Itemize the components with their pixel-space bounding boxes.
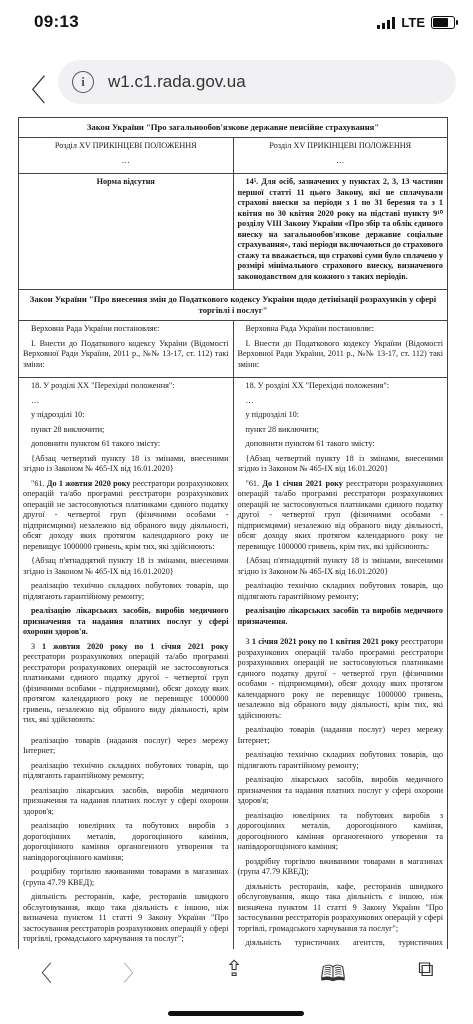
home-indicator bbox=[168, 1011, 304, 1016]
meds-item-2: реалізацію лікарських засобів, виробів медичного призначення та надання платних послуг у сфері охорони здоров'я; bbox=[237, 775, 443, 805]
item-18: 18. У розділі XX "Перехідні положення": bbox=[245, 381, 390, 390]
point-61-date: До 1 жовтня 2020 року bbox=[46, 478, 131, 488]
note-abz15: {Абзац п'ятнадцятий пункту 18 із змінами, внесеними згідно із Законом № 465-IX від 16.01.2020} bbox=[23, 556, 229, 576]
jewel-item: реалізацію ювелірних та побутових виробів з дорогоцінних металів, дорогоцінного каміння, дорогоцінного каміння органогенного утворення та напівдорогоцінного каміння; bbox=[237, 810, 443, 851]
period-text: реєстратори розрахункових операцій та/або програмні реєстратори розрахункових операцій не застосовуються платниками єдиного податку другої - четвертої груп (фізичними особами - підприємцями), обсяг доходу яких протягом календарного року не перевищує 1000000 гривень, незалежно від обраного виду діяльності, крім тих, які здійснюють: bbox=[23, 652, 229, 724]
period-pre: З bbox=[31, 641, 43, 651]
subsection-10: у підрозділі 10: bbox=[245, 410, 300, 419]
law1-left-norm-cell bbox=[19, 174, 234, 290]
rada-decree: Верховна Рада України постановляє: bbox=[31, 324, 160, 333]
internet-item: реалізацію товарів (надання послуг) через мережу Інтернет; bbox=[237, 725, 443, 745]
law2-title: Закон України "Про внесення змін до Податкового кодексу України щодо детінізації розрахунків у сфері торгівлі і послуг" bbox=[19, 290, 448, 321]
law1-left-cell bbox=[19, 138, 234, 174]
repair-item-2: реалізацію технічно складних побутових товарів, що підлягають гарантійному ремонту; bbox=[23, 760, 229, 780]
period-paragraph bbox=[238, 637, 444, 721]
law2-left-body-cell bbox=[19, 378, 234, 950]
intro-paragraph: І. Внести до Податкового кодексу України (Відомості Верховної Ради України, 2011 р., №№ 13-17, ст. 112) такі зміни: bbox=[23, 338, 229, 369]
back-icon[interactable]: 〈 bbox=[16, 74, 46, 109]
resto-item: діяльність ресторанів, кафе, ресторанів швидкого обслуговування, якщо така діяльність є іншою, ніж визначена пунктом 11 статті 9 Закону України "Про застосування реєстраторів розрахункових операцій у сфері торгівлі, громадського харчування та послуг"; bbox=[237, 881, 443, 933]
law1-right-norm-cell bbox=[233, 174, 448, 290]
law1-right-cell bbox=[233, 138, 448, 174]
signal-icon bbox=[377, 17, 395, 29]
law2-right-intro-cell bbox=[233, 321, 448, 378]
share-icon[interactable]: ⇪ bbox=[225, 957, 244, 982]
point-61-num: "61. bbox=[31, 478, 47, 488]
rada-decree: Верховна Рада України постановляє: bbox=[245, 324, 374, 333]
document-view[interactable] bbox=[18, 117, 448, 949]
section-heading: Розділ XV ПРИКІНЦЕВІ ПОЛОЖЕННЯ bbox=[269, 141, 412, 150]
add-point-61: доповнити пунктом 61 такого змісту: bbox=[31, 439, 161, 448]
point-61-text: реєстратори розрахункових операцій та/або програмні реєстратори розрахункових операцій не застосовуються платниками єдиного податку другої - четвертої груп (фізичними особами - підприємцями) незалежно від обраного виду діяльності, обсяг доходу яких протягом календарного року не перевищує 1000000 гривень, крім тих, які здійснюють: bbox=[237, 478, 443, 551]
add-point-61: доповнити пунктом 61 такого змісту: bbox=[245, 439, 375, 448]
meds-item: реалізацію лікарських засобів та виробів медичного призначення. bbox=[237, 606, 443, 626]
point-61-num: "61. bbox=[245, 478, 263, 488]
bookmarks-icon[interactable]: 🕮 bbox=[320, 962, 346, 987]
resto-item: діяльність ресторанів, кафе, ресторанів швидкого обслуговування, якщо така діяльність є іншою, ніж визначена пунктом 11 статті 9 Закону України "Про застосування реєстраторів розрахункових операцій у сфері торгівлі, громадського харчування та послуг"; bbox=[23, 892, 229, 943]
nav-forward-icon[interactable]: 〉 bbox=[123, 962, 146, 987]
ellipsis: … bbox=[336, 155, 345, 165]
point-61-date: До 1 січня 2021 року bbox=[262, 478, 343, 488]
network-label: LTE bbox=[401, 15, 425, 30]
internet-item: реалізацію товарів (надання послуг) через мережу Інтернет; bbox=[23, 735, 229, 755]
retail-item: роздрібну торгівлю вживаними товарами в магазинах (група 47.79 КВЕД); bbox=[23, 867, 229, 887]
period-paragraph bbox=[23, 642, 229, 726]
info-icon[interactable]: i bbox=[72, 71, 94, 93]
law2-right-body-cell bbox=[233, 378, 448, 950]
battery-icon bbox=[431, 16, 455, 29]
meds-item-2: реалізацію лікарських засобів, виробів медичного призначення та надання платних послуг у сфері охорони здоров'я; bbox=[23, 785, 229, 816]
url-text[interactable]: w1.c1.rada.gov.ua bbox=[108, 72, 246, 91]
note-abz4: {Абзац четвертий пункту 18 із змінами, внесеними згідно із Законом № 465-IX від 16.01.2020} bbox=[23, 453, 229, 473]
norm-absent: Норма відсутня bbox=[96, 177, 155, 186]
point-28: пункт 28 виключити; bbox=[31, 424, 105, 434]
clock: 09:13 bbox=[34, 12, 79, 31]
period-pre: З bbox=[245, 637, 252, 646]
jewel-item: реалізацію ювелірних та побутових виробів з дорогоцінних металів, дорогоцінного каміння, дорогоцінного каміння органогенного утворення та напівдорогоцінного каміння; bbox=[23, 821, 229, 862]
tabs-icon[interactable]: ⧉ bbox=[418, 957, 434, 982]
point-61-text: реєстратори розрахункових операцій та/або програмні реєстратори розрахункових операцій не застосовуються платниками єдиного податку другої - четвертої груп (фізичними особами - підприємцями) незалежно від обраного виду діяльності, обсяг доходу яких протягом календарного року не перевищує 1000000 гривень, крім тих, які здійснюють: bbox=[23, 478, 229, 551]
law1-title: Закон України "Про загальнообов'язкове державне пенсійне страхування" bbox=[19, 118, 448, 138]
note-abz4: {Абзац четвертий пункту 18 із змінами, внесеними згідно із Законом № 465-IX від 16.01.2020} bbox=[237, 453, 443, 473]
point-61 bbox=[23, 479, 229, 553]
repair-item: реалізацію технічно складних побутових товарів, що підлягають гарантійному ремонту; bbox=[237, 581, 443, 601]
note-abz15: {Абзац п'ятнадцятий пункту 18 із змінами, внесеними згідно із Законом № 465-IX від 16.01.2020} bbox=[237, 556, 443, 576]
point-61 bbox=[238, 479, 444, 553]
meds-item: реалізацію лікарських засобів, виробів медичного призначення та надання платних послуг у сфері охорони здоров'я. bbox=[23, 606, 229, 636]
period-dates: 1 жовтня 2020 року по 1 січня 2021 року bbox=[42, 641, 229, 651]
norm-14-5: 14⁵. Для осіб, зазначених у пунктах 2, 3, 13 частини першої статті 11 цього Закону, які не сплачували страхові внески за періоди з 1 по 31 березня та з 1 квітня по 30 квітня 2020 року на підставі пункту 9¹⁰ розділу VIII Закону України «Про збір та облік єдиного внеску на загальнообов'язкове державне соціальне страхування», такі періоди включаються до страхового стажу та вважається, що страхові суми було сплачено у розмірі мінімального страхового внеску, визначеного законодавством для кожного з таких періодів. bbox=[237, 177, 443, 281]
ellipsis: … bbox=[31, 395, 40, 405]
repair-item: реалізацію технічно складних побутових товарів, що підлягають гарантійному ремонту; bbox=[23, 581, 229, 601]
repair-item-2: реалізацію технічно складних побутових товарів, що підлягають гарантійному ремонту; bbox=[237, 750, 443, 770]
ellipsis: … bbox=[121, 155, 130, 165]
point-28: пункт 28 виключити; bbox=[245, 424, 319, 434]
address-bar[interactable] bbox=[58, 60, 456, 104]
nav-back-icon[interactable]: 〈 bbox=[30, 962, 53, 987]
status-indicators bbox=[377, 15, 455, 30]
tour-item: діяльність туристичних агентств, туристичних bbox=[245, 938, 443, 947]
browser-bottom-bar bbox=[0, 949, 473, 1024]
ellipsis: … bbox=[245, 395, 254, 405]
period-text: реєстратори розрахункових операцій та/або програмні реєстратори розрахункових операцій не застосовуються платниками єдиного податку другої - четвертої груп (фізичними особами - підприємцями), обсяг доходу яких протягом календарного року не перевищує 1000000 гривень, незалежно від обраного виду діяльності, крім тих, які здійснюють: bbox=[237, 637, 444, 720]
browser-toolbar bbox=[0, 46, 473, 116]
subsection-10: у підрозділі 10: bbox=[31, 410, 85, 419]
retail-item: роздрібну торгівлю вживаними товарами в магазинах (група 47.79 КВЕД); bbox=[237, 856, 443, 876]
comparison-table bbox=[18, 117, 448, 949]
item-18: 18. У розділі XX "Перехідні положення": bbox=[31, 381, 175, 390]
battery-level bbox=[433, 18, 448, 27]
status-bar bbox=[0, 0, 473, 46]
section-heading: Розділ XV ПРИКІНЦЕВІ ПОЛОЖЕННЯ bbox=[54, 141, 197, 150]
law2-left-intro-cell bbox=[19, 321, 234, 378]
intro-paragraph: І. Внести до Податкового кодексу України (Відомості Верховної Ради України, 2011 р., №№ 13-17, ст. 112) такі зміни: bbox=[237, 338, 443, 369]
period-dates: 1 січня 2021 року по 1 квітня 2021 року bbox=[251, 637, 399, 646]
